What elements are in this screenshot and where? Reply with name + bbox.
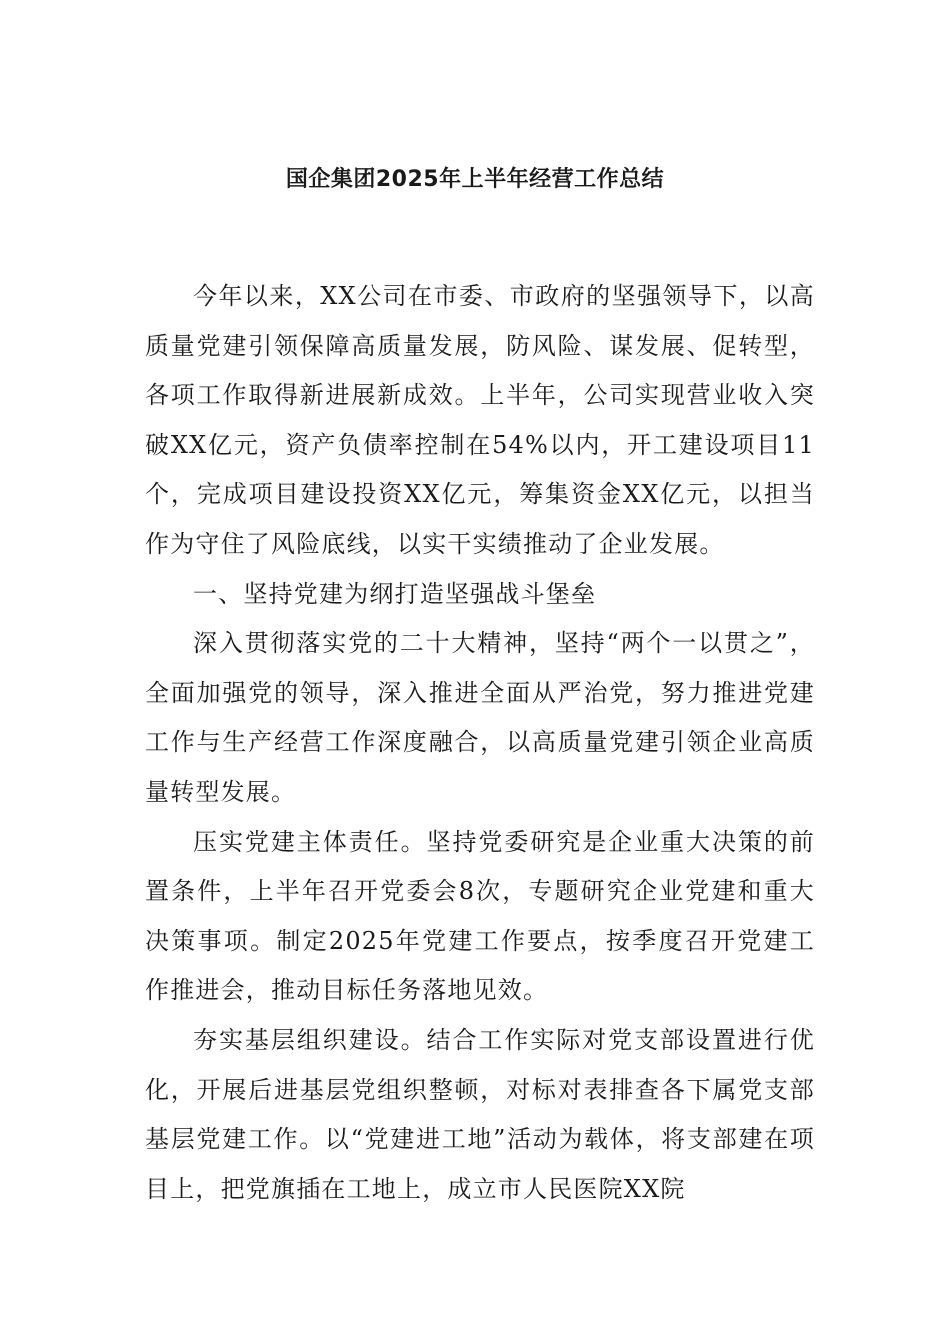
document-title: 国企集团2025年上半年经营工作总结 (285, 167, 665, 192)
section-heading-1: 一、坚持党建为纲打造坚强战斗堡垒 (193, 579, 597, 608)
document-body (145, 272, 815, 1214)
section-1-overview-paragraph: 深入贯彻落实党的二十大精神，坚持“两个一以贯之”，全面加强党的领导，深入推进全面从严治党，努力推进党建工作与生产经营工作深度融合，以高质量党建引领企业高质量转型发展。 (145, 629, 815, 806)
intro-paragraph: 今年以来，XX公司在市委、市政府的坚强领导下，以高质量党建引领保障高质量发展，防风险、谋发展、促转型，各项工作取得新进展新成效。上半年，公司实现营业收入突破XX亿元，资产负债率控制在54%以内，开工建设项目11个，完成项目建设投资XX亿元，筹集资金XX亿元，以担当作为守住了风险底线，以实干实绩推动了企业发展。 (145, 282, 815, 558)
party-responsibility-paragraph: 压实党建主体责任。坚持党委研究是企业重大决策的前置条件，上半年召开党委会8次，专题研究企业党建和重大决策事项。制定2025年党建工作要点，按季度召开党建工作推进会，推动目标任务落地见效。 (145, 827, 815, 1005)
grassroots-organization-paragraph: 夯实基层组织建设。结合工作实际对党支部设置进行优化，开展后进基层党组织整顿，对标对表排查各下属党支部基层党建工作。以“党建进工地”活动为载体，将支部建在项目上，把党旗插在工地上，成立市人民医院XX院 (145, 1025, 815, 1203)
